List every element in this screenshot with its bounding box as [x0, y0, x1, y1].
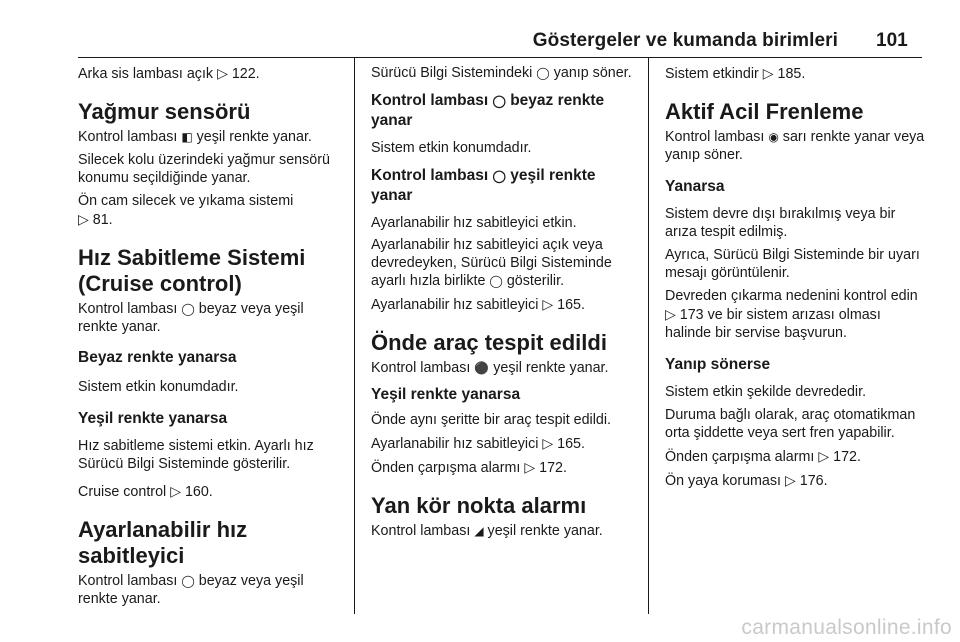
paragraph: Cruise control ▷ 160. — [78, 483, 213, 500]
paragraph: Devreden çıkarma nedenini kontrol edin ▷ 173 ve bir sistem arızası olması halinde bir servise başvurun. — [665, 288, 918, 341]
arrow-ref-icon: ▷ — [665, 306, 676, 322]
emergency-brake-icon: ◉ — [768, 130, 779, 144]
arrow-ref-icon: ▷ — [170, 483, 181, 499]
heading-cruise-control: Hız Sabitleme Sistemi (Cruise control) — [78, 245, 306, 296]
heading-rain-sensor: Yağmur sensörü — [78, 99, 251, 124]
paragraph: Hız sabitleme sistemi etkin. Ayarlı hız Sürücü Bilgi Sisteminde gösterilir. — [78, 438, 314, 472]
heading-indicator-green: Kontrol lambası ◯ yeşil renkte yanar — [371, 167, 596, 204]
blind-spot-icon: ◢ — [474, 524, 484, 538]
column-3 — [665, 64, 927, 490]
page-ref-link[interactable]: 185. — [777, 66, 806, 82]
page-ref-link[interactable]: 81. — [92, 212, 113, 228]
arrow-ref-icon: ▷ — [818, 448, 830, 464]
section-title: Göstergeler ve kumanda birimleri — [532, 30, 838, 51]
car-front-icon: ⚫ — [474, 361, 490, 375]
paragraph: Ayrıca, Sürücü Bilgi Sisteminde bir uyarı mesajı görüntülenir. — [665, 247, 920, 281]
paragraph: Sistem devre dışı bırakılmış veya bir arıza tespit edilmiş. — [665, 206, 896, 240]
paragraph: Kontrol lambası ⚫ yeşil renkte yanar. — [371, 360, 609, 376]
paragraph: Sistem etkin konumdadır. — [371, 140, 532, 156]
speedometer-icon: ◯ — [489, 274, 503, 288]
page-ref-link[interactable]: 173 — [679, 307, 704, 323]
rain-sensor-indicator-icon: ◧ — [181, 130, 193, 144]
paragraph: Duruma bağlı olarak, araç otomatikman orta şiddette veya sert fren yapabilir. — [665, 407, 916, 441]
heading-green: Yeşil renkte yanarsa — [78, 410, 228, 427]
paragraph: Ayarlanabilir hız sabitleyici etkin. — [371, 215, 577, 231]
paragraph: Ön yaya koruması ▷ 176. — [665, 472, 828, 489]
heading-blind-spot: Yan kör nokta alarmı — [371, 493, 587, 518]
paragraph: Kontrol lambası ◯ beyaz veya yeşil renkte yanar. — [78, 301, 304, 335]
arrow-ref-icon: ▷ — [542, 435, 554, 451]
paragraph: Kontrol lambası ◧ yeşil renkte yanar. — [78, 129, 312, 145]
paragraph: Kontrol lambası ◢ yeşil renkte yanar. — [371, 523, 603, 539]
watermark: carmanualsonline.info — [741, 616, 952, 639]
arrow-ref-icon: ▷ — [524, 459, 536, 475]
paragraph: Sistem etkin şekilde devrededir. — [665, 384, 867, 400]
heading-white: Beyaz renkte yanarsa — [78, 349, 237, 366]
speedometer-icon: ◯ — [536, 66, 550, 80]
page-header — [0, 0, 960, 58]
heading-indicator-white: Kontrol lambası ◯ beyaz renkte yanar — [371, 92, 605, 129]
paragraph: Kontrol lambası ◯ beyaz veya yeşil renkte yanar. — [78, 573, 304, 607]
paragraph: Ayarlanabilir hız sabitleyici ▷ 165. — [371, 296, 585, 313]
page-ref-link[interactable]: 122. — [231, 66, 260, 82]
paragraph: Sürücü Bilgi Sistemindeki ◯ yanıp söner. — [371, 65, 632, 81]
heading-flashing: Yanıp sönerse — [665, 356, 771, 373]
paragraph: Ayarlanabilir hız sabitleyici açık veya devredeyken, Sürücü Bilgi Sisteminde ayarlı hızla birlikte ◯ gösterilir. — [371, 237, 612, 289]
speedometer-icon: ◯ — [181, 574, 195, 588]
paragraph: Silecek kolu üzerindeki yağmur sensörü konumu seçildiğinde yanar. — [78, 152, 330, 186]
speedometer-icon: ◯ — [181, 302, 195, 316]
arrow-ref-icon: ▷ — [542, 296, 554, 312]
column-2 — [371, 64, 637, 540]
column-1 — [78, 64, 346, 608]
arrow-ref-icon: ▷ — [217, 65, 228, 81]
page-ref-link[interactable]: 160. — [184, 484, 213, 500]
heading-active-emergency-braking: Aktif Acil Frenleme — [665, 99, 864, 124]
column-divider — [354, 58, 355, 614]
speedometer-icon: ◯ — [492, 94, 506, 108]
paragraph: Önde aynı şeritte bir araç tespit edildi. — [371, 412, 611, 428]
arrow-ref-icon: ▷ — [762, 65, 774, 81]
paragraph: Ayarlanabilir hız sabitleyici ▷ 165. — [371, 435, 585, 452]
page-ref-link[interactable]: 165. — [557, 436, 585, 452]
speedometer-icon: ◯ — [492, 169, 506, 183]
heading-vehicle-ahead: Önde araç tespit edildi — [371, 330, 607, 355]
paragraph: Kontrol lambası ◉ sarı renkte yanar veya yanıp söner. — [665, 129, 925, 163]
heading-green: Yeşil renkte yanarsa — [371, 386, 521, 403]
page-ref-link[interactable]: 165. — [557, 297, 585, 313]
header-rule — [78, 57, 922, 58]
paragraph: Önden çarpışma alarmı ▷ 172. — [371, 459, 567, 476]
page-ref-link[interactable]: 172. — [539, 460, 567, 476]
arrow-ref-icon: ▷ — [785, 472, 796, 488]
heading-on: Yanarsa — [665, 178, 725, 195]
page-ref-link[interactable]: 172. — [833, 449, 861, 465]
column-divider — [648, 58, 649, 614]
paragraph: Önden çarpışma alarmı ▷ 172. — [665, 448, 861, 465]
arrow-ref-icon: ▷ — [78, 211, 89, 227]
paragraph: Arka sis lambası açık ▷ 122. — [78, 65, 260, 82]
paragraph: Sistem etkin konumdadır. — [78, 379, 239, 395]
page-ref-link[interactable]: 176. — [799, 473, 828, 489]
paragraph: Ön cam silecek ve yıkama sistemi ▷ 81. — [78, 193, 294, 228]
heading-adaptive-cruise: Ayarlanabilir hız sabitleyici — [78, 517, 248, 568]
page-number: 101 — [876, 30, 908, 51]
paragraph: Sistem etkindir ▷ 185. — [665, 65, 806, 82]
